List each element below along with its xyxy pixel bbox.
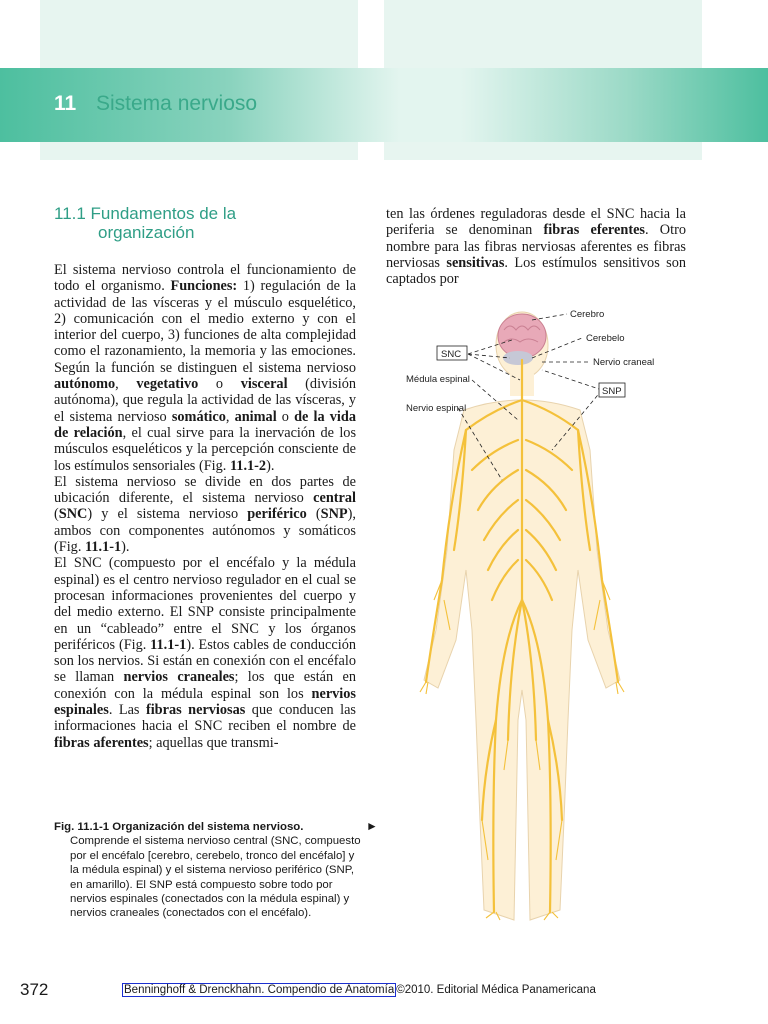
bold-term: visceral [240, 376, 288, 393]
bold-term: fibras nerviosas [145, 702, 246, 719]
text-run: ). Estos cables de conducción son los nervios. Si están en conexión con el encéfalo se llaman [54, 636, 356, 686]
bold-term: central [313, 490, 356, 507]
label-cerebro: Cerebro [570, 309, 605, 320]
text-run: El sistema nervioso controla el funcionamiento de todo el organismo. [54, 262, 356, 295]
section-heading-line2: organización [98, 223, 195, 242]
footer-credit [122, 984, 596, 996]
section-heading [54, 204, 354, 242]
text-run: , el cual sirve para la inervación de los músculos esqueléticos y la percepción consciente de los estímulos sensoriales (Fig. [54, 424, 357, 474]
bold-term: fibras eferentes [543, 222, 645, 239]
label-snp: SNP [602, 386, 622, 397]
body-text-left-column [54, 262, 356, 751]
chapter-title: Sistema nervioso [96, 92, 258, 115]
text-run: ). [121, 539, 130, 556]
bold-term: fibras aferentes [54, 734, 149, 751]
text-run: (división autónoma), que regula la actividad de las vísceras, y el sistema nervioso [54, 376, 356, 425]
text-run: o [276, 408, 295, 425]
text-run: El sistema nervioso se divide en dos partes de ubicación diferente, el sistema nervioso [54, 473, 356, 507]
bold-term: animal [234, 408, 277, 425]
bold-term: sensitivas [446, 254, 505, 271]
text-run: ). [266, 457, 275, 474]
text-run: 1) regulación de la actividad de las vísceras y el músculo esquelético, 2) comunicación con el medio externo y con el interior del cuerpo, 3) funciones de alta complejidad como el razonamiento, la memoria y las emociones. Según la función se distinguen el sistema nervioso [54, 278, 356, 376]
text-run: que conducen las informaciones hacia el SNC reciben el nombre de [54, 702, 356, 735]
page-number: 372 [20, 980, 49, 999]
label-medula-espinal: Médula espinal [406, 374, 470, 385]
text-run: o [198, 376, 241, 393]
text-run: . Los estímulos sensitivos son captados por [386, 254, 686, 288]
bold-term: somático [171, 408, 226, 425]
text-run: ten las órdenes reguladoras desde el SNC hacia la periferia se denominan [386, 206, 686, 239]
footer-publisher: ©2010. Editorial Médica Panamericana [396, 984, 596, 996]
bold-term: 11.1-1 [84, 539, 122, 556]
text-run: , [225, 408, 235, 425]
text-run: ; aquellas que transmi- [148, 734, 279, 751]
body-text-right-column [386, 206, 686, 287]
bold-term: 11.1-2 [229, 457, 267, 474]
bold-term: nervios espinales [54, 685, 356, 719]
footer-book-title-link[interactable]: Benninghoff & Drenckhahn. Compendio de Anatomía [124, 984, 395, 996]
section-heading-line1: 11.1 Fundamentos de la [54, 204, 237, 223]
label-nervio-craneal: Nervio craneal [593, 357, 655, 368]
text-run: . Otro nombre para las fibras nerviosas aferentes es fibras nerviosas [386, 222, 687, 271]
figure-caption [54, 819, 378, 921]
bold-term: autónomo [54, 376, 116, 393]
caption-body: Comprende el sistema nervioso central (SNC, compuesto por el encéfalo [cerebro, cerebelo, tronco del encéfalo] y la médula espinal) y el sistema nervioso periférico (SNP, en amarillo). El SNP está compuesto sobre todo por nervios espinales (conectados con la médula espinal) y nervios craneales (conectados con el encéfalo). [70, 835, 361, 920]
bold-term: SNP [320, 506, 348, 523]
text-run: ) y el sistema nervioso [87, 506, 248, 523]
label-nervio-espinal: Nervio espinal [406, 403, 467, 414]
text-run: ( [54, 506, 59, 523]
bold-term: vegetativo [136, 376, 199, 393]
bold-term: 11.1-1 [150, 636, 187, 653]
label-cerebelo: Cerebelo [586, 333, 625, 344]
bold-term: periférico [247, 506, 307, 523]
text-run: El SNC (compuesto por el encéfalo y la médula espinal) es el centro nervioso regulador en el cual se procesan informaciones provenientes del cuerpo y del medio externo. El SNP consiste principalmente en un “cableado” entre el SNC y los órganos periféricos (Fig. [54, 555, 356, 653]
nervous-system-figure [392, 300, 692, 960]
caption-title: Fig. 11.1-1 Organización del sistema nervioso. [54, 821, 304, 833]
bold-term: SNC [58, 506, 88, 523]
text-run: ; los que están en conexión con la médula espinal son los [54, 669, 357, 702]
bold-term: nervios craneales [123, 669, 235, 686]
text-run: ), ambos con componentes autónomos y somáticos (Fig. [54, 506, 357, 556]
label-snc: SNC [441, 349, 462, 360]
caption-arrow-icon: ► [366, 819, 378, 833]
chapter-number: 11 [54, 92, 77, 115]
text-run: ( [306, 506, 321, 523]
text-run: . Las [108, 702, 146, 719]
bold-term: Funciones: [170, 278, 238, 295]
text-run: , [115, 376, 137, 393]
bold-term: de la vida de relación [54, 408, 356, 441]
